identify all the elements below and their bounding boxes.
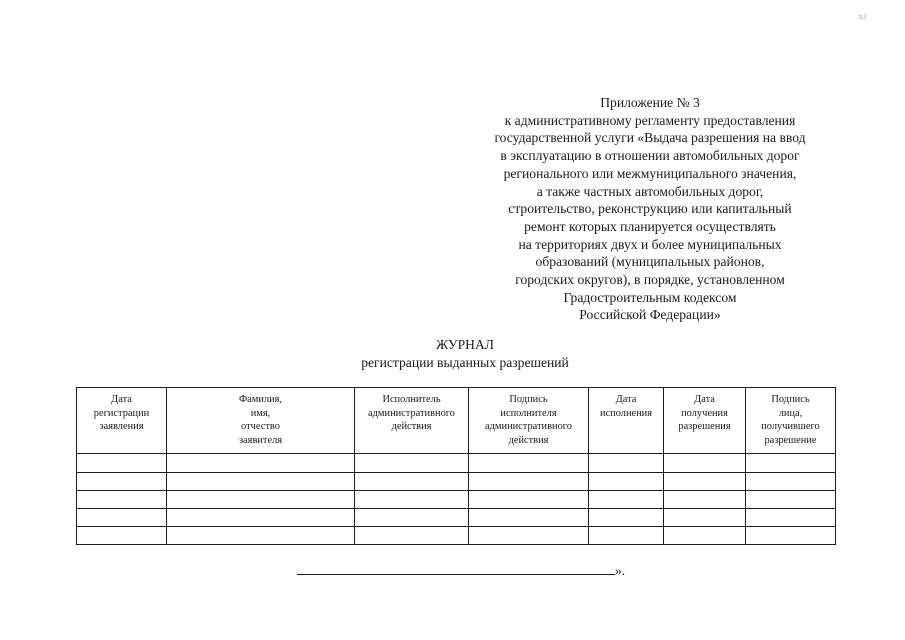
table-cell	[589, 527, 664, 545]
table-cell	[664, 527, 746, 545]
appendix-line: на территориях двух и более муниципальных	[518, 236, 782, 252]
table-cell	[746, 454, 836, 473]
table-cell	[664, 491, 746, 509]
table-cell	[469, 491, 589, 509]
header-applicant-name: Фамилия, имя, отчество заявителя	[167, 388, 355, 454]
table-cell	[167, 491, 355, 509]
header-recipient-signature: Подпись лица, получившего разрешение	[746, 388, 836, 454]
table-cell	[469, 527, 589, 545]
header-registration-date: Дата регистрации заявления	[77, 388, 167, 454]
appendix-line: Российской Федерации»	[579, 307, 721, 323]
table-cell	[589, 473, 664, 491]
appendix-line: регионального или межмуниципального значения,	[503, 165, 797, 181]
appendix-line: строительство, реконструкцию или капитальный	[508, 201, 792, 217]
table-cell	[167, 454, 355, 473]
table-row	[77, 454, 836, 473]
appendix-line: государственной услуги «Выдача разрешения на ввод	[494, 130, 806, 146]
table-cell	[664, 454, 746, 473]
table-header-row	[77, 388, 836, 454]
journal-heading	[280, 336, 650, 371]
header-permit-receipt-date: Дата получения разрешения	[664, 388, 746, 454]
table-cell	[355, 473, 469, 491]
table-cell	[589, 509, 664, 527]
table-cell	[355, 491, 469, 509]
appendix-line: городских округов), в порядке, установленном	[515, 272, 785, 288]
table-cell	[167, 509, 355, 527]
table-cell	[746, 527, 836, 545]
table-cell	[469, 454, 589, 473]
table-cell	[589, 491, 664, 509]
table-cell	[746, 509, 836, 527]
closing-suffix: ».	[615, 563, 626, 578]
table-cell	[589, 454, 664, 473]
header-executor: Исполнитель административного действия	[355, 388, 469, 454]
signature-underline	[297, 561, 615, 575]
table-cell	[77, 527, 167, 545]
table-cell	[469, 473, 589, 491]
appendix-line: а также частных автомобильных дорог,	[536, 183, 764, 199]
table-cell	[746, 491, 836, 509]
table-cell	[355, 454, 469, 473]
appendix-line: Приложение № 3	[600, 95, 700, 110]
table-cell	[167, 473, 355, 491]
table-cell	[664, 473, 746, 491]
appendix-line: ремонт которых планируется осуществлять	[524, 218, 776, 234]
appendix-line: образований (муниципальных районов,	[535, 254, 765, 270]
journal-title: ЖУРНАЛ	[435, 337, 495, 352]
corner-mark: л.і	[858, 12, 867, 21]
appendix-line: Градостроительным кодексом	[563, 289, 737, 305]
table-cell	[77, 509, 167, 527]
header-execution-date: Дата исполнения	[589, 388, 664, 454]
table-cell	[355, 509, 469, 527]
closing-line	[297, 561, 657, 579]
journal-subtitle: регистрации выданных разрешений	[361, 354, 569, 370]
table-cell	[469, 509, 589, 527]
journal-table	[76, 387, 836, 545]
table-row	[77, 473, 836, 491]
table-cell	[77, 491, 167, 509]
table-row	[77, 527, 836, 545]
table-cell	[355, 527, 469, 545]
table-cell	[664, 509, 746, 527]
table-body	[77, 454, 836, 545]
appendix-block	[470, 94, 830, 324]
appendix-line: в эксплуатацию в отношении автомобильных дорог	[500, 148, 800, 164]
table-cell	[77, 473, 167, 491]
table-row	[77, 491, 836, 509]
table-cell	[167, 527, 355, 545]
table-cell	[746, 473, 836, 491]
header-executor-signature: Подпись исполнителя административного действия	[469, 388, 589, 454]
appendix-line: к административному регламенту предоставления	[504, 112, 796, 128]
table-cell	[77, 454, 167, 473]
table-row	[77, 509, 836, 527]
